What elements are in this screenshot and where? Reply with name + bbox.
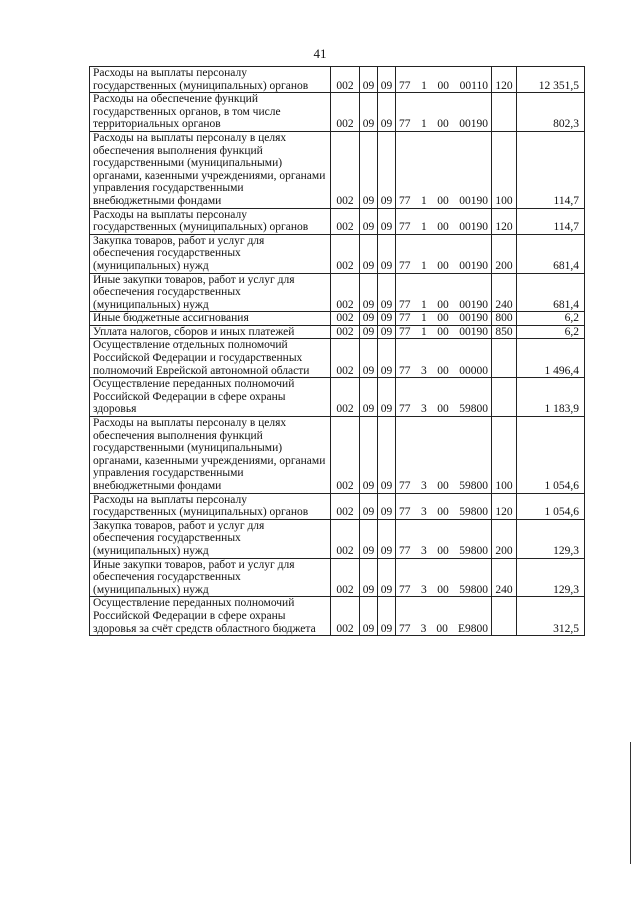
ministry-code: 002 (331, 312, 360, 326)
expense-type-code: 100 (492, 131, 517, 208)
budget-table (89, 66, 585, 636)
subprogram-code: 1 (421, 259, 427, 272)
section-code: 09 (360, 558, 378, 597)
table-row (90, 417, 585, 494)
target-article-code (396, 558, 492, 597)
subprogram-code: 1 (421, 325, 427, 338)
main-event-code: 00 (436, 622, 448, 635)
table-row (90, 597, 585, 636)
direction-code: 00190 (459, 221, 488, 234)
target-article-code (396, 273, 492, 312)
table-row (90, 558, 585, 597)
direction-code: 59800 (459, 403, 488, 416)
program-code: 77 (399, 118, 411, 131)
row-amount: 1 183,9 (517, 378, 585, 417)
direction-code: 00190 (459, 259, 488, 272)
table-row (90, 67, 585, 93)
expense-type-code: 800 (492, 312, 517, 326)
subprogram-code: 3 (421, 506, 427, 519)
main-event-code: 00 (437, 403, 449, 416)
subprogram-code: 1 (421, 312, 427, 325)
row-amount: 6,2 (517, 325, 585, 339)
direction-code: 00190 (459, 312, 488, 325)
row-description: Иные бюджетные ассигнования (93, 312, 249, 325)
subsection-code: 09 (378, 325, 396, 339)
ministry-code: 002 (331, 234, 360, 273)
ministry-code: 002 (331, 493, 360, 519)
expense-type-code: 100 (492, 417, 517, 494)
main-event-code: 00 (437, 221, 449, 234)
expense-type-code: 200 (492, 519, 517, 558)
main-event-code: 00 (437, 194, 449, 207)
row-description: Осуществление переданных полномочий Российской Федерации в сфере охраны здоровья (93, 378, 295, 416)
table-row (90, 312, 585, 326)
ministry-code: 002 (331, 131, 360, 208)
row-amount: 681,4 (517, 234, 585, 273)
ministry-code: 002 (331, 378, 360, 417)
section-code: 09 (360, 312, 378, 326)
expense-type-code (492, 597, 517, 636)
subprogram-code: 1 (421, 118, 427, 131)
program-code: 77 (399, 583, 411, 596)
row-amount: 114,7 (517, 208, 585, 234)
subprogram-code: 1 (421, 79, 427, 92)
row-description: Закупка товаров, работ и услуг для обеспечения государственных (муниципальных) нужд (93, 234, 265, 272)
row-amount: 6,2 (517, 312, 585, 326)
ministry-code: 002 (331, 558, 360, 597)
row-amount: 312,5 (517, 597, 585, 636)
table-row (90, 519, 585, 558)
row-amount: 681,4 (517, 273, 585, 312)
row-description: Расходы на выплаты персоналу государственных (муниципальных) органов (93, 67, 309, 92)
main-event-code: 00 (437, 506, 449, 519)
expense-type-code: 240 (492, 273, 517, 312)
section-code: 09 (360, 234, 378, 273)
subsection-code: 09 (378, 312, 396, 326)
row-description: Осуществление отдельных полномочий Российской Федерации и государственных полномочий Еврейской автономной области (93, 339, 310, 377)
expense-type-code: 240 (492, 558, 517, 597)
ministry-code: 002 (331, 208, 360, 234)
expense-type-code (492, 378, 517, 417)
subsection-code: 09 (378, 597, 396, 636)
section-code: 09 (360, 493, 378, 519)
section-code: 09 (360, 597, 378, 636)
expense-type-code: 120 (492, 67, 517, 93)
section-code: 09 (360, 325, 378, 339)
expense-type-code: 120 (492, 208, 517, 234)
program-code: 77 (399, 544, 411, 557)
row-description: Расходы на выплаты персоналу в целях обеспечения выполнения функций государственными (муниципальными) органами, казенными учреждениями, органами управления государственными внебюджетными фондами (93, 417, 326, 492)
target-article-code (396, 417, 492, 494)
ministry-code: 002 (331, 339, 360, 378)
section-code: 09 (360, 378, 378, 417)
expense-type-code: 200 (492, 234, 517, 273)
target-article-code (396, 493, 492, 519)
section-code: 09 (360, 273, 378, 312)
table-row (90, 93, 585, 132)
row-amount: 1 054,6 (517, 493, 585, 519)
subsection-code: 09 (378, 93, 396, 132)
ministry-code: 002 (331, 67, 360, 93)
direction-code: 59800 (459, 583, 488, 596)
table-row (90, 131, 585, 208)
direction-code: 59800 (459, 506, 488, 519)
ministry-code: 002 (331, 417, 360, 494)
ministry-code: 002 (331, 597, 360, 636)
direction-code: 00110 (459, 79, 488, 92)
row-description: Расходы на выплаты персоналу государственных (муниципальных) органов (93, 493, 309, 519)
target-article-code (396, 67, 492, 93)
section-code: 09 (360, 208, 378, 234)
expense-type-code: 850 (492, 325, 517, 339)
main-event-code: 00 (437, 298, 449, 311)
subsection-code: 09 (378, 234, 396, 273)
subsection-code: 09 (378, 339, 396, 378)
main-event-code: 00 (437, 118, 449, 131)
target-article-code (396, 208, 492, 234)
main-event-code: 00 (437, 480, 449, 492)
row-amount: 12 351,5 (517, 67, 585, 93)
main-event-code: 00 (437, 312, 449, 325)
row-amount: 1 054,6 (517, 417, 585, 494)
main-event-code: 00 (437, 79, 450, 92)
target-article-code (396, 597, 492, 636)
subprogram-code: 3 (421, 403, 427, 416)
row-description: Уплата налогов, сборов и иных платежей (93, 325, 295, 338)
subsection-code: 09 (378, 378, 396, 417)
row-amount: 129,3 (517, 519, 585, 558)
subsection-code: 09 (378, 273, 396, 312)
target-article-code (396, 378, 492, 417)
table-row (90, 493, 585, 519)
direction-code: 00190 (459, 325, 488, 338)
section-code: 09 (360, 67, 378, 93)
subprogram-code: 3 (421, 544, 427, 557)
subprogram-code: 1 (421, 194, 427, 207)
main-event-code: 00 (437, 325, 449, 338)
row-description: Иные закупки товаров, работ и услуг для обеспечения государственных (муниципальных) нужд (93, 558, 295, 596)
section-code: 09 (360, 93, 378, 132)
subsection-code: 09 (378, 131, 396, 208)
ministry-code: 002 (331, 93, 360, 132)
table-row (90, 234, 585, 273)
row-amount: 114,7 (517, 131, 585, 208)
margin-line (630, 742, 631, 864)
section-code: 09 (360, 519, 378, 558)
subsection-code: 09 (378, 493, 396, 519)
row-description: Расходы на выплаты персоналу в целях обеспечения выполнения функций государственными (муниципальными) органами, казенными учреждениями, органами управления государственными внебюджетными фондами (93, 131, 326, 207)
row-amount: 802,3 (517, 93, 585, 132)
row-description: Осуществление переданных полномочий Российской Федерации в сфере охраны здоровья за счёт средств областного бюджета (93, 597, 316, 635)
direction-code: 59800 (459, 480, 488, 492)
row-description: Расходы на выплаты персоналу государственных (муниципальных) органов (93, 208, 309, 234)
row-amount: 1 496,4 (517, 339, 585, 378)
table-row (90, 273, 585, 312)
program-code: 77 (399, 259, 411, 272)
subsection-code: 09 (378, 67, 396, 93)
program-code: 77 (399, 298, 411, 311)
expense-type-code: 120 (492, 493, 517, 519)
program-code: 77 (399, 221, 411, 234)
program-code: 77 (399, 194, 411, 207)
target-article-code (396, 312, 492, 326)
subprogram-code: 3 (421, 480, 427, 492)
subsection-code: 09 (378, 417, 396, 494)
subprogram-code: 1 (421, 298, 427, 311)
main-event-code: 00 (437, 259, 449, 272)
table-row (90, 339, 585, 378)
subsection-code: 09 (378, 208, 396, 234)
table-row (90, 325, 585, 339)
direction-code: 59800 (459, 544, 488, 557)
direction-code: 00190 (459, 194, 488, 207)
ministry-code: 002 (331, 325, 360, 339)
program-code: 77 (399, 403, 411, 416)
program-code: 77 (399, 325, 411, 338)
row-description: Расходы на обеспечение функций государственных органов, в том числе территориальных органов (93, 93, 281, 131)
main-event-code: 00 (437, 583, 449, 596)
target-article-code (396, 519, 492, 558)
main-event-code: 00 (437, 364, 449, 377)
section-code: 09 (360, 417, 378, 494)
target-article-code (396, 131, 492, 208)
program-code: 77 (399, 79, 411, 92)
target-article-code (396, 339, 492, 378)
subsection-code: 09 (378, 558, 396, 597)
table-row (90, 208, 585, 234)
expense-type-code (492, 339, 517, 378)
direction-code: 00000 (459, 364, 488, 377)
program-code: 77 (399, 480, 411, 492)
row-description: Закупка товаров, работ и услуг для обеспечения государственных (муниципальных) нужд (93, 519, 265, 557)
target-article-code (396, 234, 492, 273)
target-article-code (396, 93, 492, 132)
ministry-code: 002 (331, 519, 360, 558)
target-article-code (396, 325, 492, 339)
row-description: Иные закупки товаров, работ и услуг для обеспечения государственных (муниципальных) нужд (93, 273, 295, 311)
expense-type-code (492, 93, 517, 132)
direction-code: 00190 (459, 118, 488, 131)
subprogram-code: 3 (421, 364, 427, 377)
table-row (90, 378, 585, 417)
subprogram-code: 3 (421, 583, 427, 596)
program-code: 77 (399, 364, 411, 377)
direction-code: 00190 (459, 298, 488, 311)
section-code: 09 (360, 131, 378, 208)
page-number: 41 (313, 46, 327, 61)
subprogram-code: 1 (421, 221, 427, 234)
section-code: 09 (360, 339, 378, 378)
program-code: 77 (399, 312, 411, 325)
program-code: 77 (399, 622, 411, 635)
budget-rows (90, 67, 585, 636)
subsection-code: 09 (378, 519, 396, 558)
main-event-code: 00 (437, 544, 449, 557)
program-code: 77 (399, 506, 411, 519)
row-amount: 129,3 (517, 558, 585, 597)
subprogram-code: 3 (420, 622, 427, 635)
ministry-code: 002 (331, 273, 360, 312)
direction-code: E9800 (457, 622, 488, 635)
